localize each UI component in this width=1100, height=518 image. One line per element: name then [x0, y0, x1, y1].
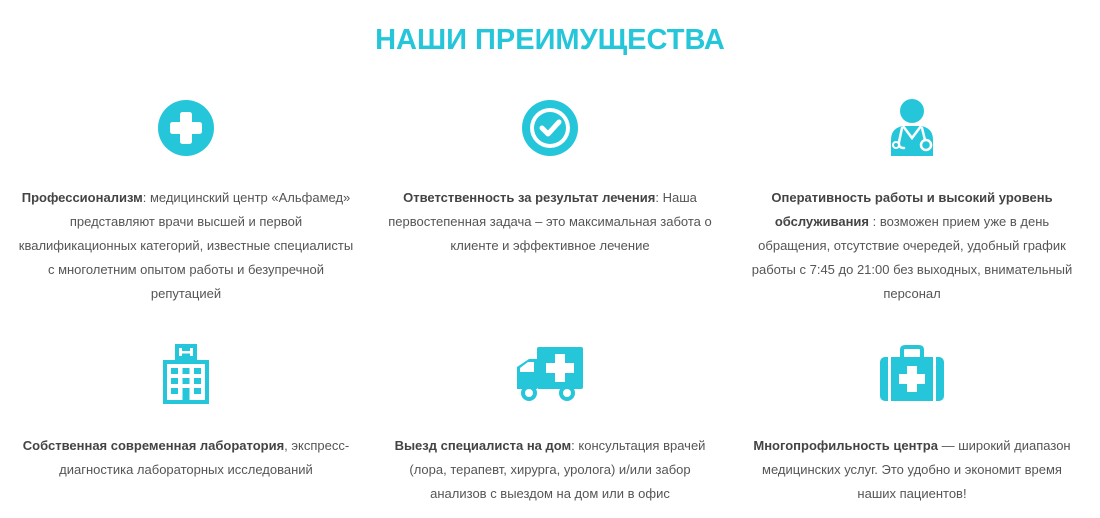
feature-description: [380, 186, 720, 258]
feature-separator: :: [571, 438, 579, 453]
feature-text: консультация врачей (лора, терапевт, хирурга, уролога) и/или забор анализов с выездом на дом или в офис: [409, 438, 706, 501]
feature-text: Наша первостепенная задача – это максимальная забота о клиенте и эффективное лечение: [388, 190, 712, 253]
feature-separator: :: [655, 190, 663, 205]
feature-separator: ,: [284, 438, 292, 453]
feature-text: широкий диапазон медицинских услуг. Это удобно и экономит время наших пациентов!: [762, 438, 1071, 501]
feature-separator: :: [869, 214, 880, 229]
feature-professionalism: [16, 96, 356, 311]
feature-description: [742, 186, 1082, 306]
feature-description: [16, 186, 356, 306]
first-aid-kit-icon: [742, 342, 1082, 406]
feature-title: Собственная современная лаборатория: [22, 438, 285, 453]
checkmark-circle-icon: [380, 96, 720, 160]
feature-text: экспресс-диагностика лабораторных исследований: [59, 438, 350, 477]
feature-description: [742, 434, 1082, 506]
feature-title: Ответственность за результат лечения: [403, 190, 656, 205]
feature-laboratory: [16, 338, 356, 513]
feature-text: возможен прием уже в день обращения, отсутствие очередей, удобный график работы с 7:45 до 21:00 без выходных, внимательный персонал: [751, 214, 1073, 301]
feature-title: Профессионализм: [21, 190, 143, 205]
feature-description: [380, 434, 720, 506]
feature-home-visit: [380, 338, 720, 513]
feature-title: Многопрофильность центра: [753, 438, 938, 453]
feature-title: Оперативность работы и высокий уровень обслуживания: [771, 190, 1053, 229]
medical-cross-icon: [16, 96, 356, 160]
hospital-building-icon: [16, 342, 356, 406]
feature-responsibility: [380, 96, 720, 311]
feature-text: медицинский центр «Альфамед» представляют врачи высшей и первой квалификационных категорий, известные специалисты с многолетним опытом работы и безупречной репутацией: [18, 190, 354, 301]
ambulance-icon: [380, 342, 720, 406]
feature-separator: :: [142, 190, 150, 205]
page-title: НАШИ ПРЕИМУЩЕСТВА: [375, 24, 725, 56]
feature-title: Выезд специалиста на дом: [394, 438, 572, 453]
doctor-icon: [742, 96, 1082, 160]
feature-efficiency: [742, 96, 1082, 311]
feature-multidisciplinary: [742, 338, 1082, 513]
feature-separator: —: [937, 438, 959, 453]
feature-description: [16, 434, 356, 482]
